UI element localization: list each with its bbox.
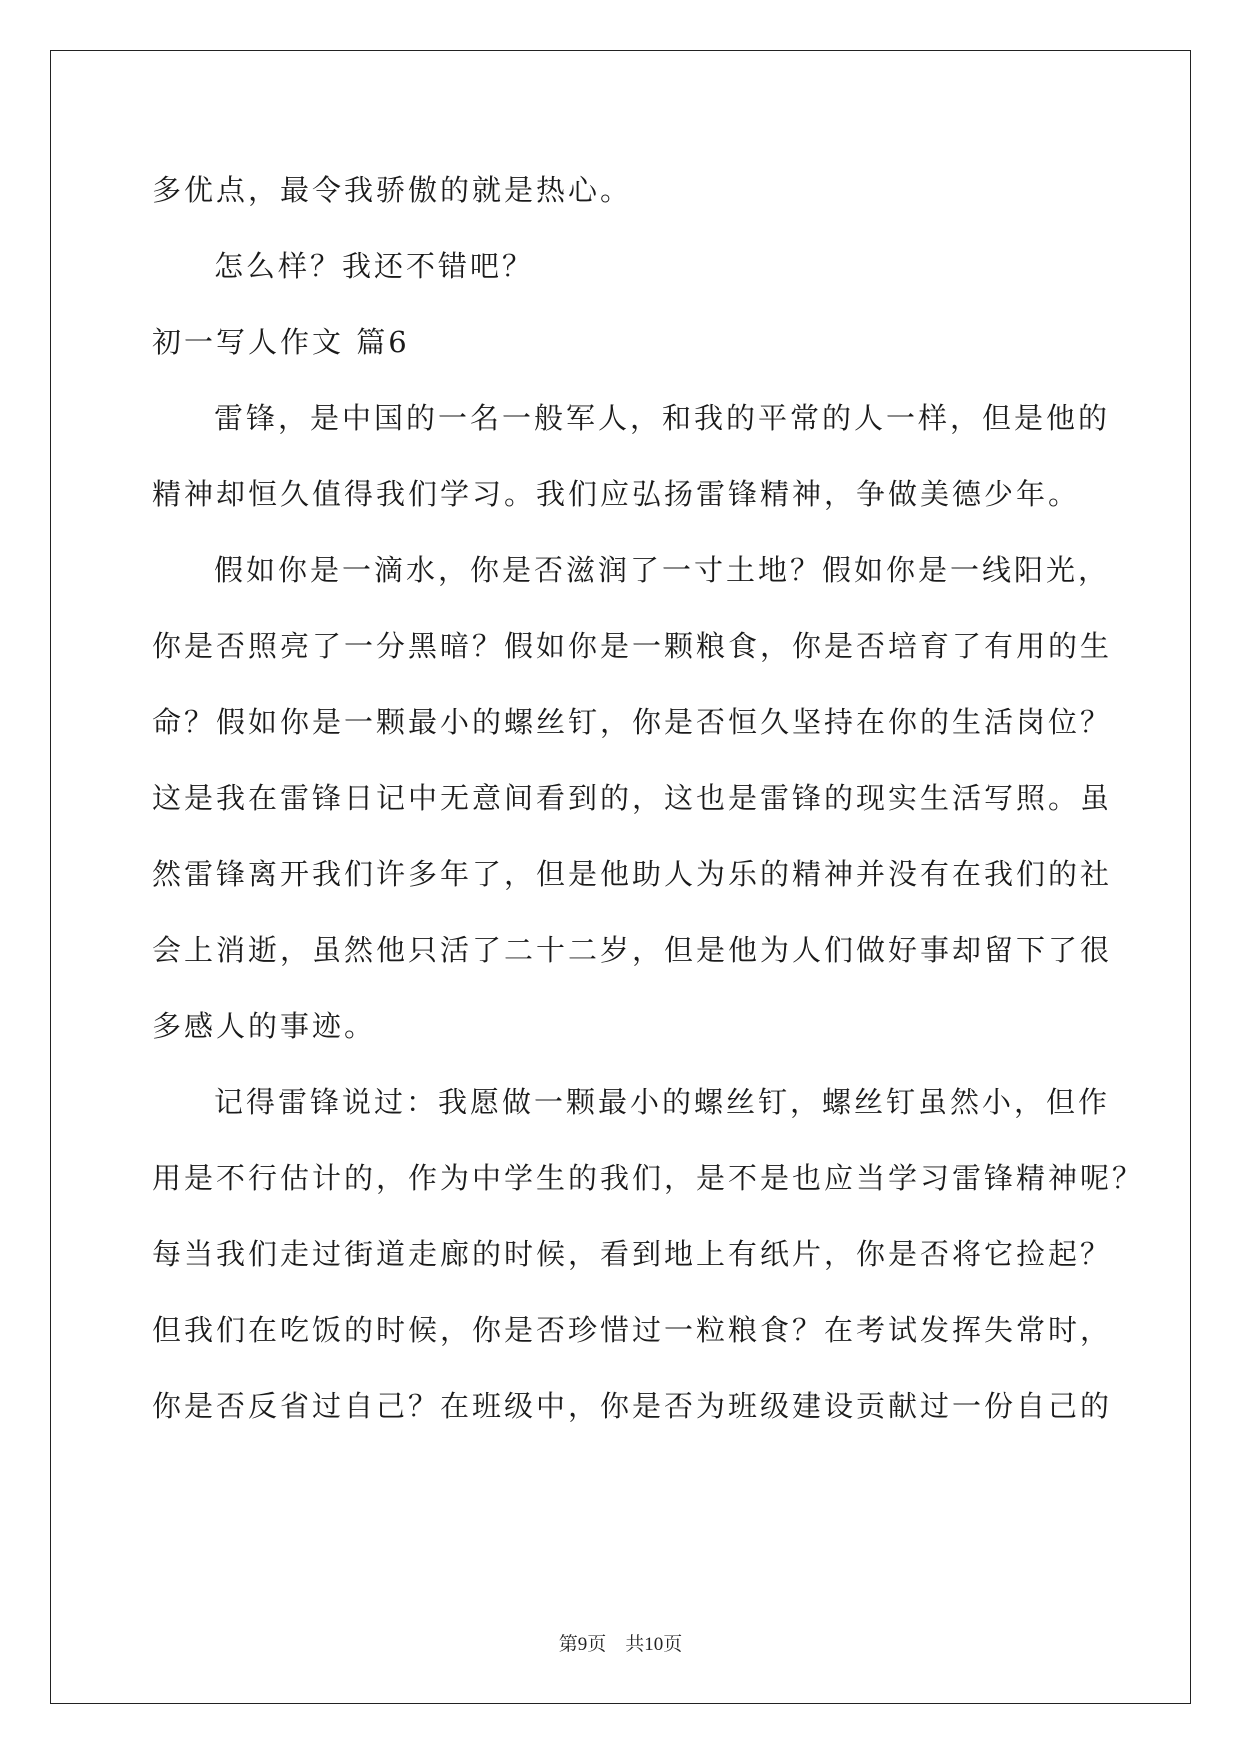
text-line: 多感人的事迹。 (152, 1009, 377, 1043)
text-line: 多优点，最令我骄傲的就是热心。 (152, 173, 633, 207)
page-number-current: 9 (577, 1634, 588, 1655)
text-line: 这是我在雷锋日记中无意间看到的，这也是雷锋的现实生活写照。虽 (152, 781, 1113, 815)
text-line: 但我们在吃饭的时候，你是否珍惜过一粒粮食？在考试发挥失常时， (152, 1313, 1113, 1347)
text-line: 命？假如你是一颗最小的螺丝钉，你是否恒久坚持在你的生活岗位？ (152, 705, 1113, 739)
text-line: 怎么样？我还不错吧？ (214, 249, 535, 283)
footer-suffix: 页 (663, 1633, 683, 1655)
footer-prefix: 第 (558, 1633, 578, 1655)
text-line: 假如你是一滴水，你是否滋润了一寸土地？假如你是一线阳光， (214, 553, 1111, 587)
text-line: 精神却恒久值得我们学习。我们应弘扬雷锋精神，争做美德少年。 (152, 477, 1081, 511)
text-line: 每当我们走过街道走廊的时候，看到地上有纸片，你是否将它捡起？ (152, 1237, 1113, 1271)
text-line: 你是否反省过自己？在班级中，你是否为班级建设贡献过一份自己的 (152, 1389, 1113, 1423)
section-heading: 初一写人作文 篇6 (152, 325, 410, 359)
text-line: 用是不行估计的，作为中学生的我们，是不是也应当学习雷锋精神呢？ (152, 1161, 1145, 1195)
page-footer (0, 1632, 1241, 1657)
text-line: 会上消逝，虽然他只活了二十二岁，但是他为人们做好事却留下了很 (152, 933, 1113, 967)
text-line: 你是否照亮了一分黑暗？假如你是一颗粮食，你是否培育了有用的生 (152, 629, 1113, 663)
page-number-total: 10 (644, 1634, 664, 1655)
text-line: 雷锋，是中国的一名一般军人，和我的平常的人一样，但是他的 (214, 401, 1111, 435)
footer-mid: 页 共 (587, 1633, 645, 1655)
text-line: 然雷锋离开我们许多年了，但是他助人为乐的精神并没有在我们的社 (152, 857, 1113, 891)
text-line: 记得雷锋说过：我愿做一颗最小的螺丝钉，螺丝钉虽然小，但作 (214, 1085, 1111, 1119)
